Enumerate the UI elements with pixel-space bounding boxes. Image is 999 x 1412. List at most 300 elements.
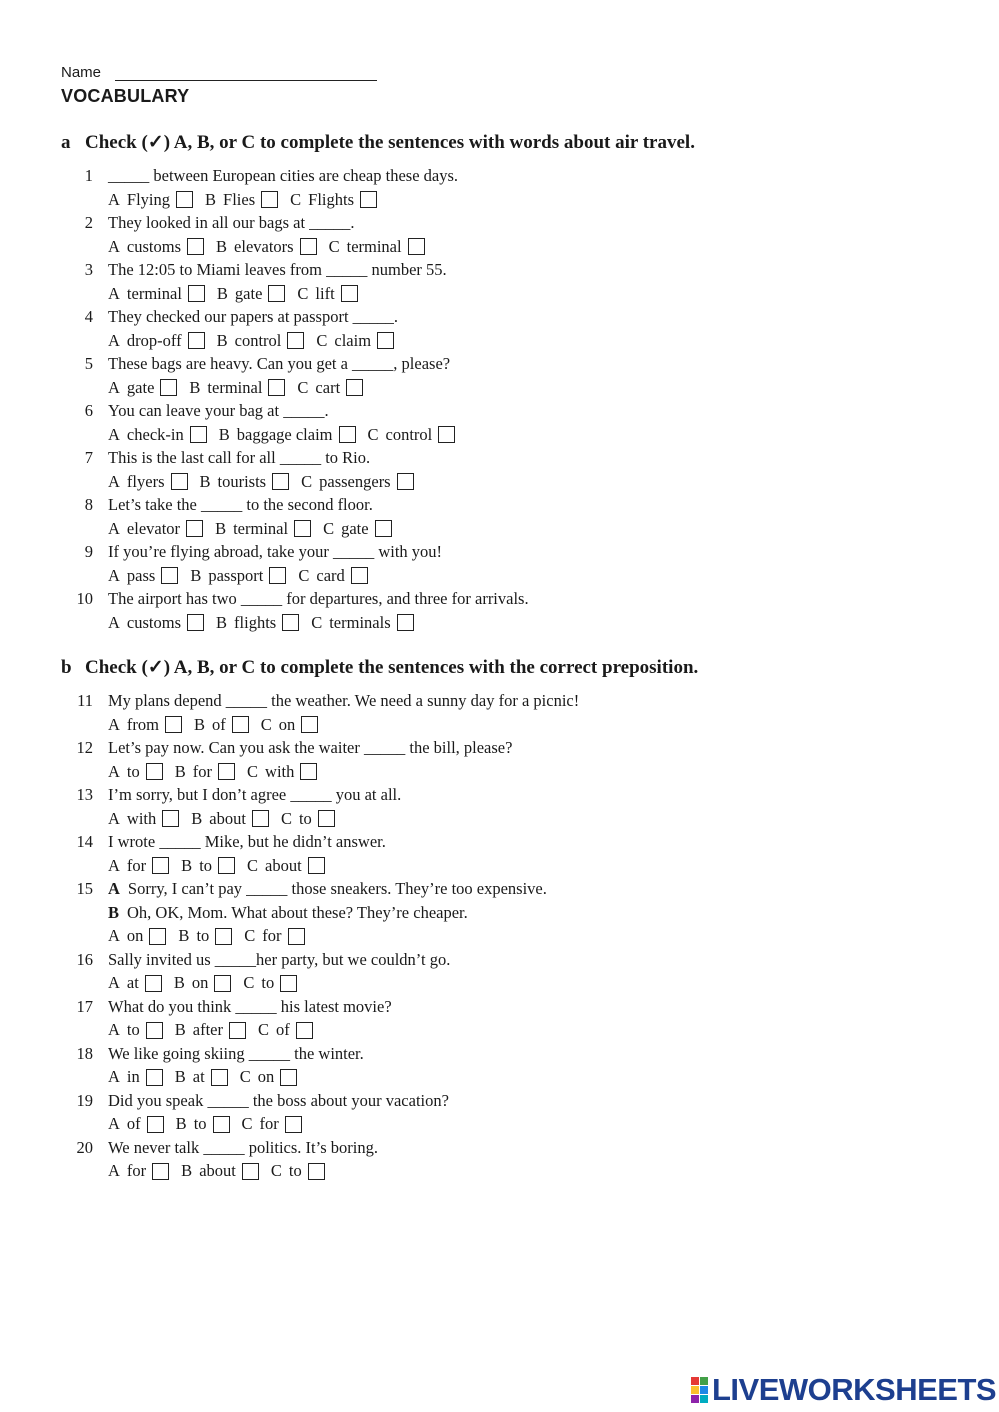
option-letter: A — [108, 565, 120, 585]
answer-option — [190, 566, 286, 586]
answer-option — [281, 809, 335, 829]
option-word: gate — [234, 283, 263, 303]
answer-checkbox[interactable] — [408, 238, 425, 255]
option-letter: B — [181, 855, 193, 875]
answer-checkbox[interactable] — [269, 567, 286, 584]
option-letter: C — [260, 714, 272, 734]
option-letter: B — [191, 808, 203, 828]
answer-checkbox[interactable] — [160, 379, 177, 396]
answer-option — [242, 1114, 302, 1134]
answer-checkbox[interactable] — [214, 975, 231, 992]
answer-checkbox[interactable] — [145, 975, 162, 992]
option-word: customs — [126, 236, 182, 256]
section-instruction — [61, 131, 695, 154]
instruction-text: Check (✓) A, B, or C to complete the sentences with words about air travel. — [85, 132, 695, 153]
answer-options — [108, 1067, 309, 1087]
answer-option — [108, 190, 193, 210]
speaker-label: B — [108, 902, 120, 922]
option-word: passengers — [319, 471, 391, 491]
answer-options — [108, 519, 404, 539]
name-label: Name — [61, 64, 102, 81]
answer-checkbox[interactable] — [285, 1116, 302, 1133]
answer-options — [108, 762, 329, 782]
option-word: on — [191, 973, 209, 992]
option-letter: C — [311, 612, 323, 632]
option-letter: B — [216, 612, 228, 632]
answer-checkbox[interactable] — [438, 426, 455, 443]
option-word: gate — [126, 377, 155, 397]
answer-option — [181, 1161, 259, 1181]
logo-square — [700, 1377, 708, 1385]
answer-checkbox[interactable] — [300, 238, 317, 255]
answer-options — [108, 284, 370, 304]
answer-checkbox[interactable] — [280, 975, 297, 992]
option-word: flights — [234, 612, 277, 632]
logo-text: LIVEWORKSHEETS — [712, 1372, 997, 1407]
question-number: 10 — [76, 589, 93, 608]
option-letter: A — [108, 471, 120, 491]
answer-checkbox[interactable] — [288, 928, 305, 945]
answer-checkbox[interactable] — [294, 520, 311, 537]
answer-option — [108, 715, 182, 735]
question-number: 3 — [84, 260, 93, 279]
question-number: 8 — [84, 495, 93, 514]
answer-option — [108, 1067, 163, 1087]
section-letter: b — [61, 657, 72, 678]
option-letter: A — [108, 855, 120, 875]
answer-checkbox[interactable] — [152, 857, 169, 874]
option-letter: A — [108, 1020, 120, 1039]
answer-checkbox[interactable] — [213, 1116, 230, 1133]
question-text: Let’s take the _____ to the second floor. — [108, 495, 373, 514]
option-word: to — [193, 1114, 207, 1133]
option-letter: C — [247, 761, 259, 781]
option-word: terminal — [233, 518, 289, 538]
answer-option — [108, 378, 177, 398]
option-word: control — [385, 424, 433, 444]
answer-option — [189, 378, 285, 398]
answer-option — [217, 284, 286, 304]
answer-options — [108, 856, 337, 876]
question-number: 16 — [76, 949, 93, 969]
option-letter: A — [108, 714, 120, 734]
option-word: for — [262, 926, 282, 945]
answer-checkbox[interactable] — [186, 520, 203, 537]
answer-option — [243, 973, 297, 993]
answer-option — [108, 1161, 169, 1181]
answer-option — [205, 190, 278, 210]
answer-checkbox[interactable] — [152, 1163, 169, 1180]
answer-checkbox[interactable] — [308, 1163, 325, 1180]
answer-checkbox[interactable] — [360, 191, 377, 208]
option-word: to — [196, 926, 210, 945]
option-letter: C — [301, 471, 313, 491]
question-text: We never talk _____ politics. It’s boring. — [108, 1137, 378, 1157]
answer-checkbox[interactable] — [211, 1069, 228, 1086]
question-number: 1 — [84, 166, 93, 185]
option-letter: C — [297, 283, 309, 303]
answer-option — [290, 190, 377, 210]
option-letter: C — [243, 973, 255, 992]
answer-checkbox[interactable] — [272, 473, 289, 490]
option-word: control — [234, 330, 282, 350]
question-text: Let’s pay now. Can you ask the waiter _____ the bill, please? — [108, 738, 513, 757]
answer-option — [194, 715, 249, 735]
question-text: They checked our papers at passport _____. — [108, 307, 399, 326]
answer-option — [244, 926, 304, 946]
answer-checkbox[interactable] — [218, 763, 235, 780]
option-letter: C — [244, 926, 256, 945]
answer-checkbox[interactable] — [301, 716, 318, 733]
answer-checkbox[interactable] — [296, 1022, 313, 1039]
option-letter: A — [108, 236, 120, 256]
question-text — [108, 903, 468, 923]
question-number: 6 — [84, 401, 93, 420]
answer-checkbox[interactable] — [287, 332, 304, 349]
answer-options — [108, 613, 426, 633]
question-text: They looked in all our bags at _____. — [108, 213, 355, 232]
answer-checkbox[interactable] — [268, 285, 285, 302]
option-word: about — [209, 808, 246, 828]
option-word: with — [265, 761, 295, 781]
answer-option — [258, 1020, 313, 1040]
option-word: at — [192, 1067, 205, 1086]
option-word: terminal — [346, 236, 402, 256]
option-letter: B — [174, 1067, 186, 1086]
answer-checkbox[interactable] — [146, 1022, 163, 1039]
answer-option — [175, 1067, 228, 1087]
answer-checkbox[interactable] — [232, 716, 249, 733]
option-word: after — [192, 1020, 224, 1039]
question-text: I’m sorry, but I don’t agree _____ you at all. — [108, 785, 402, 804]
answer-checkbox[interactable] — [397, 614, 414, 631]
name-row — [61, 64, 377, 81]
answer-option — [108, 973, 162, 993]
instruction-text: Check (✓) A, B, or C to complete the sentences with the correct preposition. — [85, 657, 699, 678]
answer-options — [108, 378, 375, 398]
liveworksheets-logo — [691, 1372, 996, 1408]
answer-checkbox[interactable] — [187, 614, 204, 631]
option-word: of — [276, 1020, 290, 1039]
option-letter: A — [108, 761, 120, 781]
option-word: of — [212, 714, 226, 734]
option-letter: A — [108, 189, 120, 209]
answer-checkbox[interactable] — [300, 763, 317, 780]
option-letter: A — [108, 1114, 120, 1133]
option-letter: C — [241, 1114, 253, 1133]
option-word: about — [199, 1161, 236, 1180]
question-number: 19 — [76, 1090, 93, 1110]
answer-checkbox[interactable] — [308, 857, 325, 874]
answer-option — [108, 856, 169, 876]
option-letter: C — [270, 1161, 282, 1180]
question-text: I wrote _____ Mike, but he didn’t answer. — [108, 832, 386, 851]
answer-checkbox[interactable] — [147, 1116, 164, 1133]
question-number: 14 — [76, 832, 93, 851]
answer-checkbox[interactable] — [162, 810, 179, 827]
answer-options — [108, 331, 406, 351]
option-letter: A — [108, 330, 120, 350]
answer-option — [297, 284, 357, 304]
answer-option — [200, 472, 290, 492]
answer-option — [240, 1067, 298, 1087]
option-letter: A — [108, 808, 120, 828]
option-letter: C — [290, 189, 302, 209]
answer-checkbox[interactable] — [161, 567, 178, 584]
option-word: drop-off — [126, 330, 182, 350]
option-word: with — [126, 808, 157, 828]
question-text: Sally invited us _____her party, but we couldn’t go. — [108, 949, 451, 969]
answer-option — [108, 472, 188, 492]
option-letter: C — [258, 1020, 270, 1039]
answer-option — [301, 472, 414, 492]
option-letter: A — [108, 973, 120, 992]
option-word: elevator — [126, 518, 181, 538]
option-letter: B — [190, 565, 202, 585]
answer-checkbox[interactable] — [282, 614, 299, 631]
answer-option — [323, 519, 392, 539]
answer-option — [181, 856, 235, 876]
question-number: 4 — [84, 307, 93, 326]
option-letter: A — [108, 518, 120, 538]
answer-checkbox[interactable] — [351, 567, 368, 584]
option-letter: B — [175, 1114, 187, 1133]
speaker-label: A — [108, 879, 120, 898]
answer-checkbox[interactable] — [149, 928, 166, 945]
option-letter: B — [216, 283, 228, 303]
answer-checkbox[interactable] — [165, 716, 182, 733]
answer-checkbox[interactable] — [229, 1022, 246, 1039]
answer-options — [108, 809, 347, 829]
answer-options — [108, 1020, 325, 1040]
section-letter: a — [61, 132, 71, 153]
answer-checkbox[interactable] — [375, 520, 392, 537]
question-text: We like going skiing _____ the winter. — [108, 1043, 364, 1063]
answer-checkbox[interactable] — [218, 857, 235, 874]
answer-checkbox[interactable] — [215, 928, 232, 945]
question-number: 12 — [76, 738, 93, 757]
logo-square — [691, 1386, 699, 1394]
answer-option — [216, 613, 299, 633]
option-letter: B — [181, 1161, 193, 1180]
question-text: You can leave your bag at _____. — [108, 401, 329, 420]
option-letter: B — [199, 471, 211, 491]
answer-option — [176, 1114, 230, 1134]
answer-option — [311, 613, 413, 633]
question-text: The 12:05 to Miami leaves from _____ number 55. — [108, 260, 447, 279]
option-letter: C — [316, 330, 328, 350]
answer-checkbox[interactable] — [339, 426, 356, 443]
option-letter: C — [297, 377, 309, 397]
question-text: If you’re flying abroad, take your _____ with you! — [108, 542, 443, 561]
answer-option — [108, 1020, 163, 1040]
answer-checkbox[interactable] — [397, 473, 414, 490]
answer-option — [247, 856, 325, 876]
option-letter: C — [247, 855, 259, 875]
answer-checkbox[interactable] — [268, 379, 285, 396]
answer-option — [219, 425, 356, 445]
question-text — [108, 879, 547, 899]
answer-checkbox[interactable] — [146, 763, 163, 780]
answer-option — [108, 566, 178, 586]
option-word: passport — [208, 565, 264, 585]
question-text: The airport has two _____ for departures, and three for arrivals. — [108, 589, 529, 608]
option-word: about — [265, 855, 302, 875]
question-number: 17 — [76, 996, 93, 1016]
answer-option — [108, 237, 204, 257]
answer-options — [108, 237, 437, 257]
option-letter: A — [108, 377, 120, 397]
option-word: terminals — [329, 612, 391, 632]
answer-option — [108, 762, 163, 782]
option-word: on — [257, 1067, 275, 1086]
answer-option — [108, 809, 179, 829]
option-letter: B — [173, 973, 185, 992]
option-word: claim — [334, 330, 372, 350]
question-text: These bags are heavy. Can you get a _____, please? — [108, 354, 451, 373]
option-word: from — [126, 714, 159, 734]
option-word: to — [126, 1020, 140, 1039]
option-letter: A — [108, 424, 120, 444]
speaker-line: Oh, OK, Mom. What about these? They’re cheaper. — [127, 902, 468, 922]
option-letter: A — [108, 612, 120, 632]
answer-option — [175, 1020, 246, 1040]
answer-option — [175, 762, 235, 782]
option-word: for — [126, 1161, 147, 1180]
answer-checkbox[interactable] — [318, 810, 335, 827]
option-word: terminal — [126, 283, 182, 303]
option-word: tourists — [217, 471, 267, 491]
question-text: This is the last call for all _____ to Rio. — [108, 448, 371, 467]
answer-options — [108, 973, 309, 993]
answer-checkbox[interactable] — [146, 1069, 163, 1086]
option-letter: C — [367, 424, 379, 444]
option-word: to — [199, 855, 213, 875]
option-letter: B — [216, 330, 228, 350]
option-letter: A — [108, 283, 120, 303]
option-letter: C — [328, 236, 340, 256]
option-word: Flying — [126, 189, 171, 209]
question-text: _____ between European cities are cheap these days. — [108, 166, 459, 185]
answer-checkbox[interactable] — [341, 285, 358, 302]
logo-square — [700, 1395, 708, 1403]
answer-option — [108, 284, 205, 304]
question-number: 20 — [76, 1137, 93, 1157]
option-word: baggage claim — [236, 424, 333, 444]
answer-option — [329, 237, 425, 257]
option-letter: C — [280, 808, 292, 828]
question-number: 18 — [76, 1043, 93, 1063]
answer-option — [108, 613, 204, 633]
answer-checkbox[interactable] — [261, 191, 278, 208]
answer-option — [108, 1114, 164, 1134]
option-word: on — [278, 714, 296, 734]
option-letter: C — [298, 565, 310, 585]
option-letter: B — [174, 1020, 186, 1039]
option-word: terminal — [207, 377, 263, 397]
option-letter: B — [194, 714, 206, 734]
question-number: 11 — [77, 691, 93, 710]
option-word: at — [126, 973, 139, 992]
option-letter: C — [323, 518, 335, 538]
answer-options — [108, 715, 330, 735]
answer-option — [174, 973, 232, 993]
name-input-line[interactable] — [115, 64, 377, 81]
section-instruction — [61, 656, 698, 679]
answer-option — [215, 519, 311, 539]
option-letter: B — [216, 236, 228, 256]
option-word: gate — [341, 518, 369, 538]
answer-option — [108, 926, 166, 946]
question-number: 7 — [84, 448, 93, 467]
answer-checkbox[interactable] — [190, 426, 207, 443]
answer-checkbox[interactable] — [188, 285, 205, 302]
option-word: flyers — [126, 471, 165, 491]
option-word: elevators — [234, 236, 294, 256]
option-letter: B — [178, 926, 190, 945]
question-number: 9 — [84, 542, 93, 561]
answer-option — [271, 1161, 325, 1181]
speaker-line: Sorry, I can’t pay _____ those sneakers. They’re too expensive. — [127, 879, 547, 898]
answer-options — [108, 472, 426, 492]
option-letter: C — [239, 1067, 251, 1086]
option-word: in — [126, 1067, 140, 1086]
answer-checkbox[interactable] — [346, 379, 363, 396]
option-letter: A — [108, 926, 120, 945]
option-word: for — [192, 761, 213, 781]
answer-options — [108, 1114, 314, 1134]
answer-checkbox[interactable] — [242, 1163, 259, 1180]
question-text: My plans depend _____ the weather. We need a sunny day for a picnic! — [108, 691, 580, 710]
answer-checkbox[interactable] — [176, 191, 193, 208]
answer-option — [316, 331, 394, 351]
answer-checkbox[interactable] — [188, 332, 205, 349]
question-number: 15 — [76, 879, 93, 898]
answer-checkbox[interactable] — [187, 238, 204, 255]
answer-option — [368, 425, 456, 445]
answer-checkbox[interactable] — [171, 473, 188, 490]
logo-square — [691, 1395, 699, 1403]
page-title: VOCABULARY — [61, 86, 190, 106]
option-word: customs — [126, 612, 182, 632]
answer-option — [217, 331, 305, 351]
answer-checkbox[interactable] — [280, 1069, 297, 1086]
answer-options — [108, 190, 389, 210]
option-word: on — [126, 926, 144, 945]
option-letter: B — [215, 518, 227, 538]
answer-options — [108, 1161, 337, 1181]
answer-checkbox[interactable] — [252, 810, 269, 827]
logo-square — [700, 1386, 708, 1394]
option-word: to — [298, 808, 312, 828]
option-letter: A — [108, 1161, 120, 1180]
answer-option — [178, 926, 232, 946]
option-letter: B — [174, 761, 186, 781]
answer-checkbox[interactable] — [377, 332, 394, 349]
answer-option — [261, 715, 319, 735]
question-text: What do you think _____ his latest movie? — [108, 996, 392, 1016]
option-word: to — [126, 761, 140, 781]
answer-option — [298, 566, 367, 586]
option-word: for — [259, 1114, 279, 1133]
option-word: lift — [315, 283, 335, 303]
option-letter: B — [218, 424, 230, 444]
answer-option — [108, 519, 203, 539]
option-word: Flies — [223, 189, 256, 209]
option-word: to — [261, 973, 275, 992]
answer-options — [108, 425, 467, 445]
liveworksheets-logo-icon — [691, 1377, 708, 1403]
